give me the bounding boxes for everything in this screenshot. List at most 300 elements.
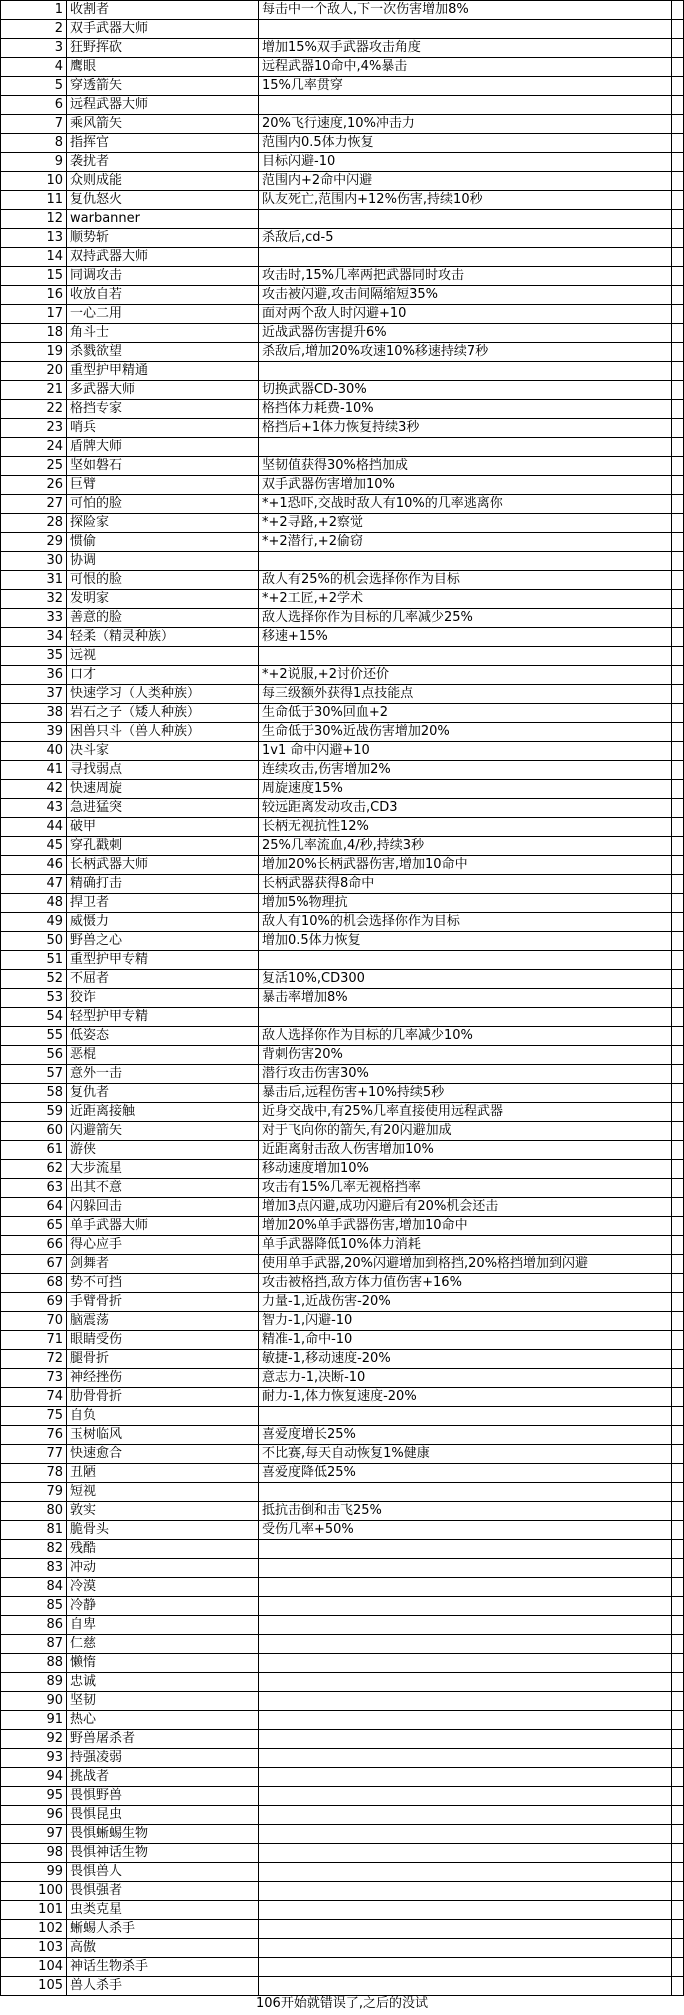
perk-name-cell[interactable]: 岩石之子（矮人种族）: [67, 704, 259, 723]
perk-name-cell[interactable]: 远视: [67, 647, 259, 666]
empty-cell[interactable]: [672, 1540, 684, 1559]
perk-effect-cell[interactable]: 不比赛,每天自动恢复1%健康: [259, 1445, 672, 1464]
perk-effect-cell[interactable]: [259, 1711, 672, 1730]
perk-name-cell[interactable]: 恶棍: [67, 1046, 259, 1065]
perk-name-cell[interactable]: 探险家: [67, 514, 259, 533]
perk-name-cell[interactable]: 乘风箭矢: [67, 115, 259, 134]
perk-effect-cell[interactable]: [259, 1616, 672, 1635]
perk-name-cell[interactable]: 残酷: [67, 1540, 259, 1559]
perk-name-cell[interactable]: 闪躲回击: [67, 1198, 259, 1217]
row-number-cell[interactable]: 36: [1, 666, 67, 685]
perk-effect-cell[interactable]: 杀敌后,增加20%攻速10%移速持续7秒: [259, 343, 672, 362]
empty-cell[interactable]: [672, 400, 684, 419]
empty-cell[interactable]: [672, 685, 684, 704]
row-number-cell[interactable]: 5: [1, 77, 67, 96]
empty-cell[interactable]: [672, 1825, 684, 1844]
perk-effect-cell[interactable]: 15%几率贯穿: [259, 77, 672, 96]
empty-cell[interactable]: [672, 609, 684, 628]
perk-effect-cell[interactable]: 攻击被闪避,攻击间隔缩短35%: [259, 286, 672, 305]
row-number-cell[interactable]: 55: [1, 1027, 67, 1046]
row-number-cell[interactable]: 92: [1, 1730, 67, 1749]
row-number-cell[interactable]: 105: [1, 1977, 67, 1996]
perk-effect-cell[interactable]: 对于飞向你的箭矢,有20闪避加成: [259, 1122, 672, 1141]
empty-cell[interactable]: [672, 1692, 684, 1711]
perk-name-cell[interactable]: 快速愈合: [67, 1445, 259, 1464]
row-number-cell[interactable]: 40: [1, 742, 67, 761]
perk-effect-cell[interactable]: 增加20%单手武器伤害,增加10命中: [259, 1217, 672, 1236]
empty-cell[interactable]: [672, 172, 684, 191]
row-number-cell[interactable]: 66: [1, 1236, 67, 1255]
perk-effect-cell[interactable]: [259, 1673, 672, 1692]
perk-effect-cell[interactable]: 较远距离发动攻击,CD3: [259, 799, 672, 818]
perk-name-cell[interactable]: 自卑: [67, 1616, 259, 1635]
empty-cell[interactable]: [672, 932, 684, 951]
perk-effect-cell[interactable]: 20%飞行速度,10%冲击力: [259, 115, 672, 134]
row-number-cell[interactable]: 87: [1, 1635, 67, 1654]
perk-name-cell[interactable]: 轻型护甲专精: [67, 1008, 259, 1027]
row-number-cell[interactable]: 84: [1, 1578, 67, 1597]
perk-name-cell[interactable]: 短视: [67, 1483, 259, 1502]
perk-name-cell[interactable]: 挑战者: [67, 1768, 259, 1787]
perk-name-cell[interactable]: 快速周旋: [67, 780, 259, 799]
row-number-cell[interactable]: 46: [1, 856, 67, 875]
empty-cell[interactable]: [672, 1483, 684, 1502]
row-number-cell[interactable]: 91: [1, 1711, 67, 1730]
empty-cell[interactable]: [672, 533, 684, 552]
empty-cell[interactable]: [672, 248, 684, 267]
perk-effect-cell[interactable]: 近身交战中,有25%几率直接使用远程武器: [259, 1103, 672, 1122]
perk-effect-cell[interactable]: 复活10%,CD300: [259, 970, 672, 989]
perk-effect-cell[interactable]: 敌人选择你作为目标的几率减少10%: [259, 1027, 672, 1046]
empty-cell[interactable]: [672, 58, 684, 77]
perk-effect-cell[interactable]: [259, 1692, 672, 1711]
perk-effect-cell[interactable]: 双手武器伤害增加10%: [259, 476, 672, 495]
empty-cell[interactable]: [672, 77, 684, 96]
perk-effect-cell[interactable]: 受伤几率+50%: [259, 1521, 672, 1540]
perk-effect-cell[interactable]: 攻击有15%几率无视格挡率: [259, 1179, 672, 1198]
row-number-cell[interactable]: 53: [1, 989, 67, 1008]
row-number-cell[interactable]: 54: [1, 1008, 67, 1027]
row-number-cell[interactable]: 89: [1, 1673, 67, 1692]
perk-effect-cell[interactable]: [259, 1806, 672, 1825]
perk-effect-cell[interactable]: 喜爱度降低25%: [259, 1464, 672, 1483]
row-number-cell[interactable]: 56: [1, 1046, 67, 1065]
row-number-cell[interactable]: 2: [1, 20, 67, 39]
perk-name-cell[interactable]: 忠诚: [67, 1673, 259, 1692]
perk-name-cell[interactable]: 冲动: [67, 1559, 259, 1578]
perk-effect-cell[interactable]: [259, 1768, 672, 1787]
row-number-cell[interactable]: 69: [1, 1293, 67, 1312]
perk-name-cell[interactable]: 精确打击: [67, 875, 259, 894]
row-number-cell[interactable]: 82: [1, 1540, 67, 1559]
perk-name-cell[interactable]: 畏惧兽人: [67, 1863, 259, 1882]
empty-cell[interactable]: [672, 1160, 684, 1179]
perk-effect-cell[interactable]: 敌人有25%的机会选择你作为目标: [259, 571, 672, 590]
row-number-cell[interactable]: 11: [1, 191, 67, 210]
row-number-cell[interactable]: 35: [1, 647, 67, 666]
perk-effect-cell[interactable]: 连续攻击,伤害增加2%: [259, 761, 672, 780]
empty-cell[interactable]: [672, 1217, 684, 1236]
empty-cell[interactable]: [672, 1103, 684, 1122]
perk-effect-cell[interactable]: [259, 1844, 672, 1863]
perk-name-cell[interactable]: 困兽只斗（兽人种族）: [67, 723, 259, 742]
empty-cell[interactable]: [672, 343, 684, 362]
empty-cell[interactable]: [672, 362, 684, 381]
row-number-cell[interactable]: 104: [1, 1958, 67, 1977]
perk-name-cell[interactable]: 腿骨折: [67, 1350, 259, 1369]
row-number-cell[interactable]: 85: [1, 1597, 67, 1616]
empty-cell[interactable]: [672, 1274, 684, 1293]
perk-effect-cell[interactable]: 近战武器伤害提升6%: [259, 324, 672, 343]
empty-cell[interactable]: [672, 1578, 684, 1597]
empty-cell[interactable]: [672, 1711, 684, 1730]
empty-cell[interactable]: [672, 1445, 684, 1464]
empty-cell[interactable]: [672, 324, 684, 343]
perk-name-cell[interactable]: 眼睛受伤: [67, 1331, 259, 1350]
perk-name-cell[interactable]: 善意的脸: [67, 609, 259, 628]
empty-cell[interactable]: [672, 1122, 684, 1141]
row-number-cell[interactable]: 14: [1, 248, 67, 267]
perk-effect-cell[interactable]: [259, 1483, 672, 1502]
empty-cell[interactable]: [672, 1179, 684, 1198]
empty-cell[interactable]: [672, 1236, 684, 1255]
empty-cell[interactable]: [672, 1882, 684, 1901]
row-number-cell[interactable]: 70: [1, 1312, 67, 1331]
row-number-cell[interactable]: 100: [1, 1882, 67, 1901]
row-number-cell[interactable]: 78: [1, 1464, 67, 1483]
perk-effect-cell[interactable]: 使用单手武器,20%闪避增加到格挡,20%格挡增加到闪避: [259, 1255, 672, 1274]
perk-effect-cell[interactable]: 耐力-1,体力恢复速度-20%: [259, 1388, 672, 1407]
perk-name-cell[interactable]: 高傲: [67, 1939, 259, 1958]
row-number-cell[interactable]: 97: [1, 1825, 67, 1844]
perk-name-cell[interactable]: 神话生物杀手: [67, 1958, 259, 1977]
perk-effect-cell[interactable]: [259, 1540, 672, 1559]
row-number-cell[interactable]: 17: [1, 305, 67, 324]
row-number-cell[interactable]: 102: [1, 1920, 67, 1939]
empty-cell[interactable]: [672, 1141, 684, 1160]
row-number-cell[interactable]: 9: [1, 153, 67, 172]
empty-cell[interactable]: [672, 1635, 684, 1654]
perk-name-cell[interactable]: 急进猛突: [67, 799, 259, 818]
row-number-cell[interactable]: 12: [1, 210, 67, 229]
perk-name-cell[interactable]: 自负: [67, 1407, 259, 1426]
empty-cell[interactable]: [672, 381, 684, 400]
empty-cell[interactable]: [672, 115, 684, 134]
perk-effect-cell[interactable]: 暴击率增加8%: [259, 989, 672, 1008]
empty-cell[interactable]: [672, 970, 684, 989]
row-number-cell[interactable]: 65: [1, 1217, 67, 1236]
perk-effect-cell[interactable]: [259, 1559, 672, 1578]
empty-cell[interactable]: [672, 875, 684, 894]
empty-cell[interactable]: [672, 1768, 684, 1787]
row-number-cell[interactable]: 50: [1, 932, 67, 951]
perk-name-cell[interactable]: 复仇者: [67, 1084, 259, 1103]
row-number-cell[interactable]: 37: [1, 685, 67, 704]
row-number-cell[interactable]: 15: [1, 267, 67, 286]
row-number-cell[interactable]: 38: [1, 704, 67, 723]
perk-effect-cell[interactable]: 增加15%双手武器攻击角度: [259, 39, 672, 58]
perk-effect-cell[interactable]: 每击中一个敌人,下一次伤害增加8%: [259, 1, 672, 20]
empty-cell[interactable]: [672, 1901, 684, 1920]
row-number-cell[interactable]: 32: [1, 590, 67, 609]
row-number-cell[interactable]: 58: [1, 1084, 67, 1103]
row-number-cell[interactable]: 72: [1, 1350, 67, 1369]
perk-effect-cell[interactable]: 敌人选择你作为目标的几率减少25%: [259, 609, 672, 628]
empty-cell[interactable]: [672, 476, 684, 495]
empty-cell[interactable]: [672, 1065, 684, 1084]
row-number-cell[interactable]: 26: [1, 476, 67, 495]
perk-name-cell[interactable]: 穿孔戳刺: [67, 837, 259, 856]
row-number-cell[interactable]: 31: [1, 571, 67, 590]
perk-effect-cell[interactable]: 格挡后+1体力恢复持续3秒: [259, 419, 672, 438]
empty-cell[interactable]: [672, 647, 684, 666]
perk-name-cell[interactable]: 丑陋: [67, 1464, 259, 1483]
row-number-cell[interactable]: 86: [1, 1616, 67, 1635]
row-number-cell[interactable]: 90: [1, 1692, 67, 1711]
perk-name-cell[interactable]: 游侠: [67, 1141, 259, 1160]
empty-cell[interactable]: [672, 1008, 684, 1027]
perk-name-cell[interactable]: 低姿态: [67, 1027, 259, 1046]
perk-effect-cell[interactable]: [259, 1749, 672, 1768]
row-number-cell[interactable]: 4: [1, 58, 67, 77]
empty-cell[interactable]: [672, 590, 684, 609]
perk-name-cell[interactable]: 快速学习（人类种族）: [67, 685, 259, 704]
perk-effect-cell[interactable]: 喜爱度增长25%: [259, 1426, 672, 1445]
empty-cell[interactable]: [672, 951, 684, 970]
empty-cell[interactable]: [672, 267, 684, 286]
perk-effect-cell[interactable]: [259, 1597, 672, 1616]
empty-cell[interactable]: [672, 1027, 684, 1046]
perk-name-cell[interactable]: 破甲: [67, 818, 259, 837]
empty-cell[interactable]: [672, 856, 684, 875]
row-number-cell[interactable]: 27: [1, 495, 67, 514]
perk-name-cell[interactable]: 狡诈: [67, 989, 259, 1008]
perk-effect-cell[interactable]: [259, 248, 672, 267]
empty-cell[interactable]: [672, 1464, 684, 1483]
perk-effect-cell[interactable]: 队友死亡,范围内+12%伤害,持续10秒: [259, 191, 672, 210]
row-number-cell[interactable]: 74: [1, 1388, 67, 1407]
perk-effect-cell[interactable]: [259, 210, 672, 229]
row-number-cell[interactable]: 73: [1, 1369, 67, 1388]
perk-name-cell[interactable]: 手臂骨折: [67, 1293, 259, 1312]
empty-cell[interactable]: [672, 1502, 684, 1521]
row-number-cell[interactable]: 30: [1, 552, 67, 571]
row-number-cell[interactable]: 19: [1, 343, 67, 362]
perk-effect-cell[interactable]: 暴击后,远程伤害+10%持续5秒: [259, 1084, 672, 1103]
perk-effect-cell[interactable]: 增加0.5体力恢复: [259, 932, 672, 951]
empty-cell[interactable]: [672, 1806, 684, 1825]
perk-name-cell[interactable]: 格挡专家: [67, 400, 259, 419]
perk-effect-cell[interactable]: 切换武器CD-30%: [259, 381, 672, 400]
perk-effect-cell[interactable]: [259, 1730, 672, 1749]
perk-name-cell[interactable]: 可怕的脸: [67, 495, 259, 514]
row-number-cell[interactable]: 21: [1, 381, 67, 400]
perk-effect-cell[interactable]: [259, 951, 672, 970]
perk-effect-cell[interactable]: 攻击被格挡,敌方体力值伤害+16%: [259, 1274, 672, 1293]
perk-effect-cell[interactable]: [259, 20, 672, 39]
perk-name-cell[interactable]: 仁慈: [67, 1635, 259, 1654]
perk-effect-cell[interactable]: 杀敌后,cd-5: [259, 229, 672, 248]
row-number-cell[interactable]: 59: [1, 1103, 67, 1122]
perk-effect-cell[interactable]: [259, 362, 672, 381]
empty-cell[interactable]: [672, 495, 684, 514]
row-number-cell[interactable]: 20: [1, 362, 67, 381]
row-number-cell[interactable]: 1: [1, 1, 67, 20]
empty-cell[interactable]: [672, 1331, 684, 1350]
perk-name-cell[interactable]: 捍卫者: [67, 894, 259, 913]
empty-cell[interactable]: [672, 210, 684, 229]
row-number-cell[interactable]: 61: [1, 1141, 67, 1160]
row-number-cell[interactable]: 95: [1, 1787, 67, 1806]
perk-name-cell[interactable]: 决斗家: [67, 742, 259, 761]
perk-effect-cell[interactable]: 增加3点闪避,成功闪避后有20%机会还击: [259, 1198, 672, 1217]
perk-effect-cell[interactable]: [259, 1578, 672, 1597]
perk-name-cell[interactable]: 玉树临风: [67, 1426, 259, 1445]
empty-cell[interactable]: [672, 1255, 684, 1274]
row-number-cell[interactable]: 33: [1, 609, 67, 628]
empty-cell[interactable]: [672, 1426, 684, 1445]
perk-name-cell[interactable]: 兽人杀手: [67, 1977, 259, 1996]
perk-effect-cell[interactable]: [259, 1635, 672, 1654]
perk-name-cell[interactable]: 脑震荡: [67, 1312, 259, 1331]
perk-name-cell[interactable]: 盾牌大师: [67, 438, 259, 457]
perk-effect-cell[interactable]: 智力-1,闪避-10: [259, 1312, 672, 1331]
perk-effect-cell[interactable]: 移速+15%: [259, 628, 672, 647]
empty-cell[interactable]: [672, 571, 684, 590]
perk-name-cell[interactable]: 双手武器大师: [67, 20, 259, 39]
perk-name-cell[interactable]: 同调攻击: [67, 267, 259, 286]
perk-name-cell[interactable]: warbanner: [67, 210, 259, 229]
empty-cell[interactable]: [672, 989, 684, 1008]
perk-name-cell[interactable]: 得心应手: [67, 1236, 259, 1255]
perk-name-cell[interactable]: 大步流星: [67, 1160, 259, 1179]
perk-effect-cell[interactable]: 格挡体力耗费-10%: [259, 400, 672, 419]
perk-effect-cell[interactable]: 长柄武器获得8命中: [259, 875, 672, 894]
empty-cell[interactable]: [672, 39, 684, 58]
empty-cell[interactable]: [672, 666, 684, 685]
perk-effect-cell[interactable]: [259, 1977, 672, 1996]
empty-cell[interactable]: [672, 1844, 684, 1863]
perk-effect-cell[interactable]: *+2潜行,+2偷窃: [259, 533, 672, 552]
perk-name-cell[interactable]: 畏惧野兽: [67, 1787, 259, 1806]
empty-cell[interactable]: [672, 1616, 684, 1635]
row-number-cell[interactable]: 81: [1, 1521, 67, 1540]
perk-effect-cell[interactable]: [259, 96, 672, 115]
perk-name-cell[interactable]: 闪避箭矢: [67, 1122, 259, 1141]
row-number-cell[interactable]: 24: [1, 438, 67, 457]
row-number-cell[interactable]: 98: [1, 1844, 67, 1863]
perk-effect-cell[interactable]: 敌人有10%的机会选择你作为目标: [259, 913, 672, 932]
perk-name-cell[interactable]: 复仇怒火: [67, 191, 259, 210]
perk-name-cell[interactable]: 威慑力: [67, 913, 259, 932]
perk-name-cell[interactable]: 出其不意: [67, 1179, 259, 1198]
empty-cell[interactable]: [672, 191, 684, 210]
row-number-cell[interactable]: 8: [1, 134, 67, 153]
perk-effect-cell[interactable]: [259, 1920, 672, 1939]
perk-effect-cell[interactable]: *+2寻路,+2察觉: [259, 514, 672, 533]
row-number-cell[interactable]: 67: [1, 1255, 67, 1274]
empty-cell[interactable]: [672, 286, 684, 305]
perk-effect-cell[interactable]: 每三级额外获得1点技能点: [259, 685, 672, 704]
empty-cell[interactable]: [672, 742, 684, 761]
empty-cell[interactable]: [672, 1293, 684, 1312]
perk-name-cell[interactable]: 畏惧蜥蜴生物: [67, 1825, 259, 1844]
perk-name-cell[interactable]: 肋骨骨折: [67, 1388, 259, 1407]
row-number-cell[interactable]: 62: [1, 1160, 67, 1179]
perk-effect-cell[interactable]: 精准-1,命中-10: [259, 1331, 672, 1350]
perk-effect-cell[interactable]: 单手武器降低10%体力消耗: [259, 1236, 672, 1255]
empty-cell[interactable]: [672, 153, 684, 172]
perk-name-cell[interactable]: 脆骨头: [67, 1521, 259, 1540]
row-number-cell[interactable]: 103: [1, 1939, 67, 1958]
perk-name-cell[interactable]: 众则成能: [67, 172, 259, 191]
perk-name-cell[interactable]: 剑舞者: [67, 1255, 259, 1274]
perk-effect-cell[interactable]: 长柄无视抗性12%: [259, 818, 672, 837]
perk-name-cell[interactable]: 巨臂: [67, 476, 259, 495]
empty-cell[interactable]: [672, 1, 684, 20]
row-number-cell[interactable]: 49: [1, 913, 67, 932]
row-number-cell[interactable]: 76: [1, 1426, 67, 1445]
row-number-cell[interactable]: 83: [1, 1559, 67, 1578]
empty-cell[interactable]: [672, 1977, 684, 1996]
empty-cell[interactable]: [672, 723, 684, 742]
row-number-cell[interactable]: 13: [1, 229, 67, 248]
row-number-cell[interactable]: 39: [1, 723, 67, 742]
perk-name-cell[interactable]: 不屈者: [67, 970, 259, 989]
row-number-cell[interactable]: 42: [1, 780, 67, 799]
row-number-cell[interactable]: 94: [1, 1768, 67, 1787]
row-number-cell[interactable]: 68: [1, 1274, 67, 1293]
empty-cell[interactable]: [672, 818, 684, 837]
perk-name-cell[interactable]: 神经挫伤: [67, 1369, 259, 1388]
perk-effect-cell[interactable]: [259, 1407, 672, 1426]
perk-name-cell[interactable]: 袭扰者: [67, 153, 259, 172]
row-number-cell[interactable]: 71: [1, 1331, 67, 1350]
perk-effect-cell[interactable]: [259, 1825, 672, 1844]
empty-cell[interactable]: [672, 894, 684, 913]
row-number-cell[interactable]: 88: [1, 1654, 67, 1673]
empty-cell[interactable]: [672, 1654, 684, 1673]
perk-name-cell[interactable]: 野兽之心: [67, 932, 259, 951]
row-number-cell[interactable]: 51: [1, 951, 67, 970]
perk-effect-cell[interactable]: [259, 1958, 672, 1977]
perk-effect-cell[interactable]: 25%几率流血,4/秒,持续3秒: [259, 837, 672, 856]
empty-cell[interactable]: [672, 419, 684, 438]
empty-cell[interactable]: [672, 1084, 684, 1103]
empty-cell[interactable]: [672, 1863, 684, 1882]
empty-cell[interactable]: [672, 96, 684, 115]
empty-cell[interactable]: [672, 1939, 684, 1958]
empty-cell[interactable]: [672, 457, 684, 476]
perk-effect-cell[interactable]: *+2说服,+2讨价还价: [259, 666, 672, 685]
perk-effect-cell[interactable]: [259, 1008, 672, 1027]
perk-name-cell[interactable]: 持强凌弱: [67, 1749, 259, 1768]
perk-name-cell[interactable]: 鹰眼: [67, 58, 259, 77]
perk-effect-cell[interactable]: [259, 1863, 672, 1882]
row-number-cell[interactable]: 22: [1, 400, 67, 419]
perk-name-cell[interactable]: 多武器大师: [67, 381, 259, 400]
perk-effect-cell[interactable]: 生命低于30%回血+2: [259, 704, 672, 723]
perk-effect-cell[interactable]: 抵抗击倒和击飞25%: [259, 1502, 672, 1521]
perk-name-cell[interactable]: 收割者: [67, 1, 259, 20]
perk-name-cell[interactable]: 发明家: [67, 590, 259, 609]
perk-name-cell[interactable]: 角斗士: [67, 324, 259, 343]
row-number-cell[interactable]: 48: [1, 894, 67, 913]
perk-name-cell[interactable]: 重型护甲精通: [67, 362, 259, 381]
row-number-cell[interactable]: 75: [1, 1407, 67, 1426]
perk-name-cell[interactable]: 懒惰: [67, 1654, 259, 1673]
row-number-cell[interactable]: 23: [1, 419, 67, 438]
